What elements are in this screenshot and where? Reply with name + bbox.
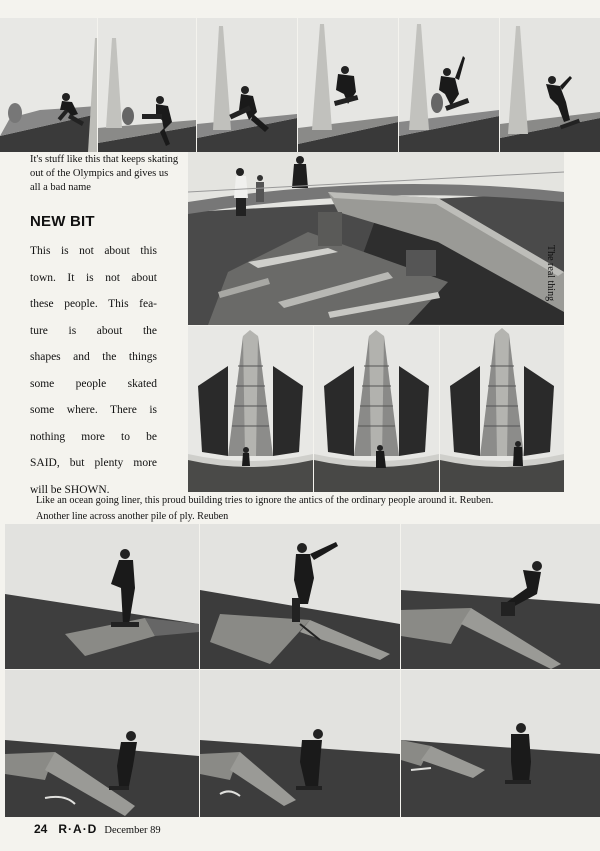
sequence-frame-6 xyxy=(500,18,600,152)
body-line: town. It is not about xyxy=(30,271,157,284)
body-line: these people. This fea- xyxy=(30,298,157,310)
magazine-name: R·A·D xyxy=(58,822,98,836)
building-photo-1 xyxy=(188,326,313,492)
ramp-sequence-1 xyxy=(5,524,199,669)
wrecked-ramp-photo xyxy=(188,152,564,325)
ramp-sequence-5 xyxy=(200,670,400,817)
body-line: SAID, but plenty more xyxy=(30,457,157,469)
body-line: some where. There is xyxy=(30,404,157,416)
building-photo-3 xyxy=(440,326,564,492)
sequence-frame-1 xyxy=(0,18,97,152)
issue-date: December 89 xyxy=(104,825,161,836)
page-number: 24 xyxy=(34,822,48,836)
caption-line: Like an ocean going liner, this proud building tries to ignore the antics of the ordinary people around it. Reuben. xyxy=(36,495,494,506)
body-line: This is not about this xyxy=(30,245,157,257)
body-line: some people skated xyxy=(30,377,157,390)
caption-line: Another line across another pile of ply. Reuben xyxy=(36,511,229,522)
sequence-frame-4 xyxy=(298,18,398,152)
ramp-sequence-4 xyxy=(5,670,199,817)
body-line: shapes and the things xyxy=(30,351,157,363)
building-photo-2 xyxy=(314,326,439,492)
sequence-frame-5 xyxy=(399,18,499,152)
sequence-frame-2 xyxy=(98,18,196,152)
body-line: ture is about the xyxy=(30,324,157,337)
ramp-sequence-6 xyxy=(401,670,600,817)
caption-top: It's stuff like this that keeps skating out of the Olympics and gives us all a bad name xyxy=(30,154,179,193)
ramp-sequence-2 xyxy=(200,524,400,669)
body-text xyxy=(30,238,157,503)
sequence-frame-3 xyxy=(197,18,297,152)
ramp-sequence-3 xyxy=(401,524,600,669)
body-line: will be SHOWN. xyxy=(30,483,110,496)
caption-mid xyxy=(36,493,576,525)
body-line: nothing more to be xyxy=(30,430,157,443)
side-label: The real thing xyxy=(545,245,556,302)
folio xyxy=(34,822,161,837)
headline: NEW BIT xyxy=(30,213,95,230)
